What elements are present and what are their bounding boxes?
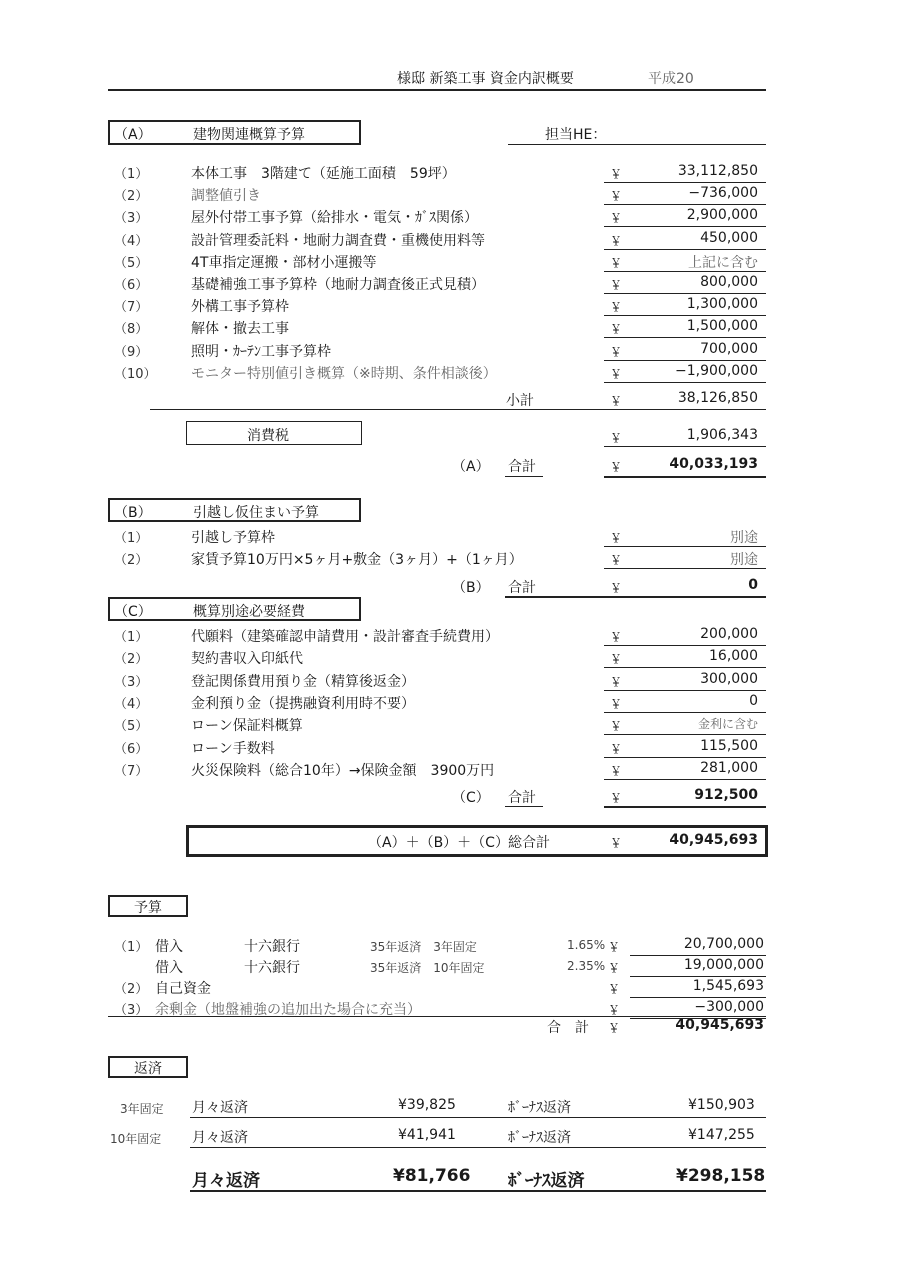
tax-yen: ￥ <box>610 431 623 445</box>
section-a-total-amount: 40,033,193 <box>669 456 758 472</box>
section-b-total-code: （B） <box>452 580 490 596</box>
item-label: 照明・ｶｰﾃﾝ工事予算枠 <box>191 343 331 360</box>
section-c-total-amount: 912,500 <box>694 787 758 803</box>
item-amount: 16,000 <box>709 648 758 665</box>
item-yen: ￥ <box>610 719 623 734</box>
budget-amount: −300,000 <box>694 999 764 1015</box>
repay-underline <box>190 1117 766 1118</box>
budget-number: （3） <box>114 1003 149 1018</box>
item-label: 屋外付帯工事予算（給排水・電気・ｶﾞｽ関係） <box>191 210 478 227</box>
section-b-title: 引越し仮住まい予算 <box>193 505 319 521</box>
repay-total-monthly-amount: ¥81,766 <box>393 1166 471 1186</box>
item-label: 解体・撤去工事 <box>191 321 289 338</box>
section-c-code: （C） <box>114 604 152 620</box>
section-c-total-label: 合計 <box>508 790 536 806</box>
repay-monthly-label: 月々返済 <box>192 1130 248 1146</box>
section-c-total-underline <box>604 806 766 808</box>
section-c-total-label-underline <box>505 806 543 807</box>
item-amount: 0 <box>749 692 758 709</box>
item-amount: 281,000 <box>700 759 758 776</box>
item-yen: ￥ <box>610 278 623 292</box>
item-amount: −1,900,000 <box>675 362 758 379</box>
item-underline <box>604 667 766 668</box>
item-yen: ￥ <box>610 763 623 778</box>
repay-total-underline <box>190 1190 766 1192</box>
grand-total-yen: ￥ <box>610 836 623 850</box>
item-yen: ￥ <box>610 233 623 248</box>
era-label: 平成20 <box>648 71 694 87</box>
budget-title: 予算 <box>134 900 162 916</box>
item-amount: 別途 <box>730 530 758 546</box>
item-label: 外構工事予算枠 <box>191 299 289 316</box>
item-amount: 1,500,000 <box>686 318 758 335</box>
header-rule <box>108 89 766 91</box>
repay-bonus-label: ﾎﾞｰﾅｽ返済 <box>508 1130 571 1146</box>
item-amount: 300,000 <box>700 670 758 687</box>
section-a-total-label-underline <box>505 476 543 477</box>
item-number: （5） <box>114 719 149 735</box>
item-number: （10） <box>114 366 157 382</box>
item-amount: 2,900,000 <box>686 207 758 224</box>
budget-amount: 19,000,000 <box>683 957 764 973</box>
item-label: 引越し予算枠 <box>191 530 275 546</box>
repay-total-bonus-amount: ¥298,158 <box>676 1166 766 1186</box>
item-amount: 金利に含む <box>697 717 758 732</box>
item-yen: ￥ <box>610 531 623 545</box>
budget-bank: 十六銀行 <box>244 960 300 976</box>
item-underline <box>604 546 766 547</box>
budget-amount: 1,545,693 <box>692 978 764 994</box>
item-underline <box>604 690 766 691</box>
repay-monthly-amount: ¥39,825 <box>398 1097 456 1113</box>
item-underline <box>604 568 766 569</box>
item-label: 調整値引き <box>191 188 261 205</box>
budget-amount: 20,700,000 <box>683 936 764 952</box>
item-amount: 200,000 <box>700 626 758 642</box>
item-number: （1） <box>114 630 149 645</box>
item-label: 金利預り金（提携融資利用時不要） <box>191 695 415 712</box>
item-amount: 800,000 <box>700 274 758 290</box>
budget-total-label: 合 計 <box>547 1020 589 1036</box>
item-label: 登記関係費用預り金（精算後返金） <box>191 673 415 690</box>
item-number: （4） <box>114 233 149 249</box>
item-amount: 700,000 <box>700 340 758 357</box>
section-b-total-yen: ￥ <box>610 581 623 595</box>
budget-number: （2） <box>114 982 149 997</box>
section-a-title: 建物関連概算予算 <box>193 127 305 143</box>
subtotal-amount: 38,126,850 <box>677 390 758 406</box>
budget-label: 借入 <box>155 960 183 976</box>
repay-bonus-label: ﾎﾞｰﾅｽ返済 <box>508 1100 571 1116</box>
item-label: モニター特別値引き概算（※時期、条件相談後） <box>191 365 497 382</box>
budget-total-yen: ￥ <box>608 1021 621 1035</box>
item-label: 設計管理委託料・地耐力調査費・重機使用料等 <box>191 232 485 249</box>
budget-term: 35年返済 10年固定 <box>370 961 485 975</box>
item-yen: ￥ <box>610 366 623 381</box>
item-underline <box>604 249 766 250</box>
section-a-total-yen: ￥ <box>610 460 623 474</box>
item-label: 本体工事 3階建て（延施工面積 59坪） <box>191 166 456 182</box>
budget-label: 借入 <box>155 939 183 955</box>
budget-rate: 1.65% <box>567 938 606 952</box>
item-underline <box>604 315 766 316</box>
item-label: 4T車指定運搬・部材小運搬等 <box>191 254 377 271</box>
budget-total-amount: 40,945,693 <box>675 1017 764 1033</box>
item-underline <box>604 779 766 780</box>
section-b-code: （B） <box>114 505 152 521</box>
item-number: （9） <box>114 344 149 360</box>
budget-label: 余剰金（地盤補強の追加出た場合に充当） <box>155 1002 421 1018</box>
item-amount: 33,112,850 <box>677 163 758 179</box>
item-label: 契約書収入印紙代 <box>191 651 303 668</box>
budget-underline <box>630 955 766 956</box>
item-yen: ￥ <box>610 652 623 667</box>
repay-prefix: 10年固定 <box>110 1132 162 1146</box>
item-number: （6） <box>114 741 149 757</box>
item-number: （6） <box>114 278 149 293</box>
item-number: （3） <box>114 211 149 227</box>
repay-total-bonus-label: ﾎﾞｰﾅｽ返済 <box>508 1171 585 1191</box>
repay-bonus-amount: ¥147,255 <box>688 1127 755 1143</box>
item-label: 基礎補強工事予算枠（地耐力調査後正式見積） <box>191 277 485 293</box>
item-amount: 上記に含む <box>688 254 758 271</box>
item-yen: ￥ <box>610 630 623 644</box>
budget-term: 35年返済 3年固定 <box>370 940 477 954</box>
subtotal-label: 小計 <box>506 393 534 409</box>
repay-prefix: 3年固定 <box>120 1102 164 1116</box>
item-underline <box>604 204 766 205</box>
repay-bonus-amount: ¥150,903 <box>688 1097 755 1113</box>
budget-number: （1） <box>114 940 149 955</box>
item-number: （2） <box>114 652 149 668</box>
budget-yen: ￥ <box>608 961 621 975</box>
section-b-total-underline <box>505 596 766 598</box>
item-number: （1） <box>114 167 149 182</box>
item-yen: ￥ <box>610 189 623 204</box>
item-yen: ￥ <box>610 300 623 315</box>
tax-underline <box>604 446 766 447</box>
repay-monthly-amount: ¥41,941 <box>398 1127 456 1143</box>
item-underline <box>604 360 766 361</box>
repay-monthly-label: 月々返済 <box>192 1100 248 1116</box>
section-a-code: （A） <box>114 127 152 143</box>
item-number: （2） <box>114 189 149 205</box>
repay-total-monthly-label: 月々返済 <box>192 1171 260 1191</box>
item-underline <box>604 182 766 183</box>
tax-amount: 1,906,343 <box>686 427 758 443</box>
repay-title: 返済 <box>134 1061 162 1077</box>
section-c-total-yen: ￥ <box>610 791 623 805</box>
budget-underline <box>630 997 766 998</box>
item-yen: ￥ <box>610 255 623 270</box>
item-number: （1） <box>114 531 149 546</box>
item-number: （7） <box>114 763 149 779</box>
item-yen: ￥ <box>610 741 623 756</box>
item-yen: ￥ <box>610 696 623 711</box>
item-amount: 別途 <box>730 552 758 568</box>
item-amount: −736,000 <box>688 185 758 202</box>
item-number: （8） <box>114 322 149 338</box>
item-underline <box>604 337 766 338</box>
grand-total-amount: 40,945,693 <box>669 832 758 848</box>
item-yen: ￥ <box>610 167 623 181</box>
item-label: 火災保険料（総合10年）→保険金額 3900万円 <box>191 762 495 779</box>
item-number: （2） <box>114 553 149 568</box>
budget-yen: ￥ <box>608 940 621 954</box>
section-b-total-amount: 0 <box>748 577 758 593</box>
tax-label: 消費税 <box>247 428 289 444</box>
budget-yen: ￥ <box>608 982 621 996</box>
section-a-total-label: 合計 <box>508 459 536 475</box>
item-yen: ￥ <box>610 344 623 359</box>
budget-underline <box>630 976 766 977</box>
document-title: 様邸 新築工事 資金内訳概要 <box>397 71 574 87</box>
budget-label: 自己資金 <box>155 981 211 997</box>
subtotal-yen: ￥ <box>610 394 623 408</box>
budget-yen: ￥ <box>608 1003 621 1017</box>
item-underline <box>604 271 766 272</box>
item-label: 代願料（建築確認申請費用・設計審査手続費用） <box>191 629 499 645</box>
item-amount: 115,500 <box>700 737 758 754</box>
item-amount: 450,000 <box>700 229 758 246</box>
item-number: （5） <box>114 255 149 271</box>
manager-underline <box>508 144 766 145</box>
manager-label: 担当HE： <box>545 127 607 143</box>
section-b-total-label: 合計 <box>508 580 536 596</box>
item-number: （4） <box>114 696 149 712</box>
item-underline <box>604 226 766 227</box>
item-number: （7） <box>114 300 149 316</box>
item-underline <box>604 293 766 294</box>
item-yen: ￥ <box>610 553 623 567</box>
item-label: ローン手数料 <box>191 740 275 757</box>
section-a-total-code: （A） <box>452 459 490 475</box>
item-underline <box>604 757 766 758</box>
subtotal-underline <box>604 409 766 410</box>
item-yen: ￥ <box>610 211 623 226</box>
item-yen: ￥ <box>610 322 623 337</box>
item-underline <box>604 734 766 735</box>
budget-bank: 十六銀行 <box>244 939 300 955</box>
section-c-title: 概算別途必要経費 <box>193 604 305 620</box>
item-underline <box>604 382 766 383</box>
item-yen: ￥ <box>610 674 623 689</box>
budget-rate: 2.35% <box>567 959 606 973</box>
repay-underline <box>190 1147 766 1148</box>
grand-total-label: 総合計 <box>508 835 550 851</box>
grand-total-formula: （A）＋（B）＋（C） <box>368 835 509 851</box>
item-underline <box>604 712 766 713</box>
item-number: （3） <box>114 674 149 690</box>
section-c-total-code: （C） <box>452 790 490 806</box>
section-a-total-underline <box>604 476 766 478</box>
item-amount: 1,300,000 <box>686 296 758 313</box>
item-underline <box>604 645 766 646</box>
item-label: 家賃予算10万円×5ヶ月+敷金（3ヶ月）+（1ヶ月） <box>191 552 523 568</box>
item-label: ローン保証料概算 <box>191 718 303 735</box>
